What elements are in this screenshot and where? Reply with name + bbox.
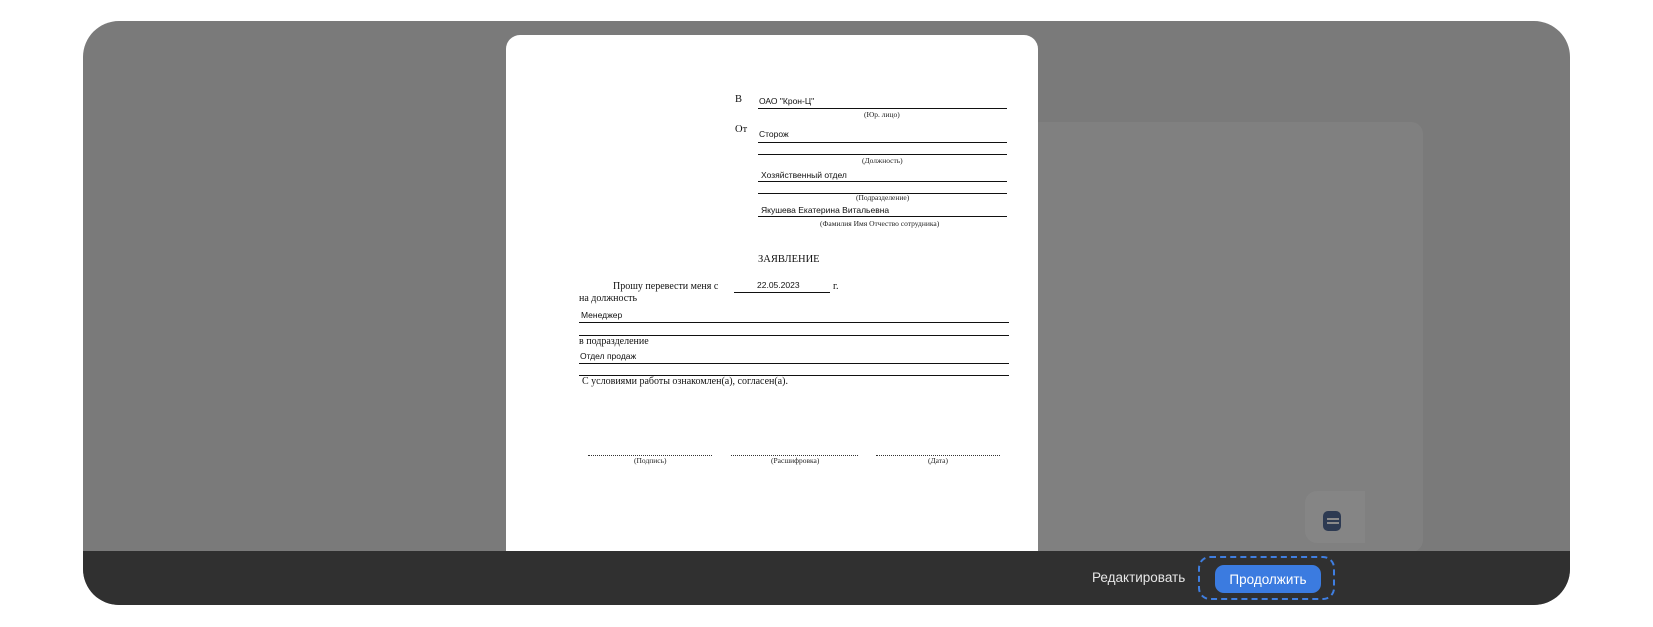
name-line (758, 216, 1007, 217)
modal-frame (83, 21, 1570, 605)
background-panel (1028, 122, 1423, 552)
agreement-text: С условиями работы ознакомлен(а), согласен(а). (582, 376, 788, 387)
date-value: 22.05.2023 (757, 280, 800, 290)
year-suffix: г. (833, 281, 839, 292)
date-hint: (Дата) (928, 456, 948, 465)
date-line (734, 292, 830, 293)
department-line (758, 181, 1007, 182)
to-position-label: на должность (579, 293, 638, 304)
list-icon (1323, 511, 1341, 531)
to-prefix: В (735, 94, 743, 105)
document-preview (506, 35, 1038, 595)
signature-hint: (Подпись) (634, 456, 667, 465)
name-hint: (Фамилия Имя Отчество сотрудника) (820, 219, 940, 228)
to-department-label: в подразделение (579, 336, 649, 347)
to-hint: (Юр. лицо) (864, 110, 900, 119)
position-line-2 (758, 154, 1007, 155)
department-hint: (Подразделение) (856, 193, 910, 202)
position-line (758, 142, 1007, 143)
action-bar (83, 551, 1570, 605)
to-value: ОАО "Крон-Ц" (759, 96, 815, 106)
position-value: Сторож (759, 129, 789, 139)
continue-button[interactable]: Продолжить (1215, 565, 1321, 593)
new-department-value: Отдел продаж (580, 351, 637, 361)
department-value: Хозяйственный отдел (761, 170, 847, 180)
position-hint: (Должность) (862, 156, 903, 165)
document-title: ЗАЯВЛЕНИЕ (758, 254, 820, 265)
request-text: Прошу перевести меня с (613, 281, 719, 292)
new-position-value: Менеджер (581, 310, 623, 320)
from-prefix: От (735, 124, 748, 135)
decode-hint: (Расшифровка) (771, 456, 820, 465)
edit-button[interactable]: Редактировать (1092, 570, 1186, 585)
new-position-line (579, 322, 1009, 323)
new-department-line (579, 363, 1009, 364)
name-value: Якушева Екатерина Витальевна (761, 205, 890, 215)
to-line (758, 108, 1007, 109)
